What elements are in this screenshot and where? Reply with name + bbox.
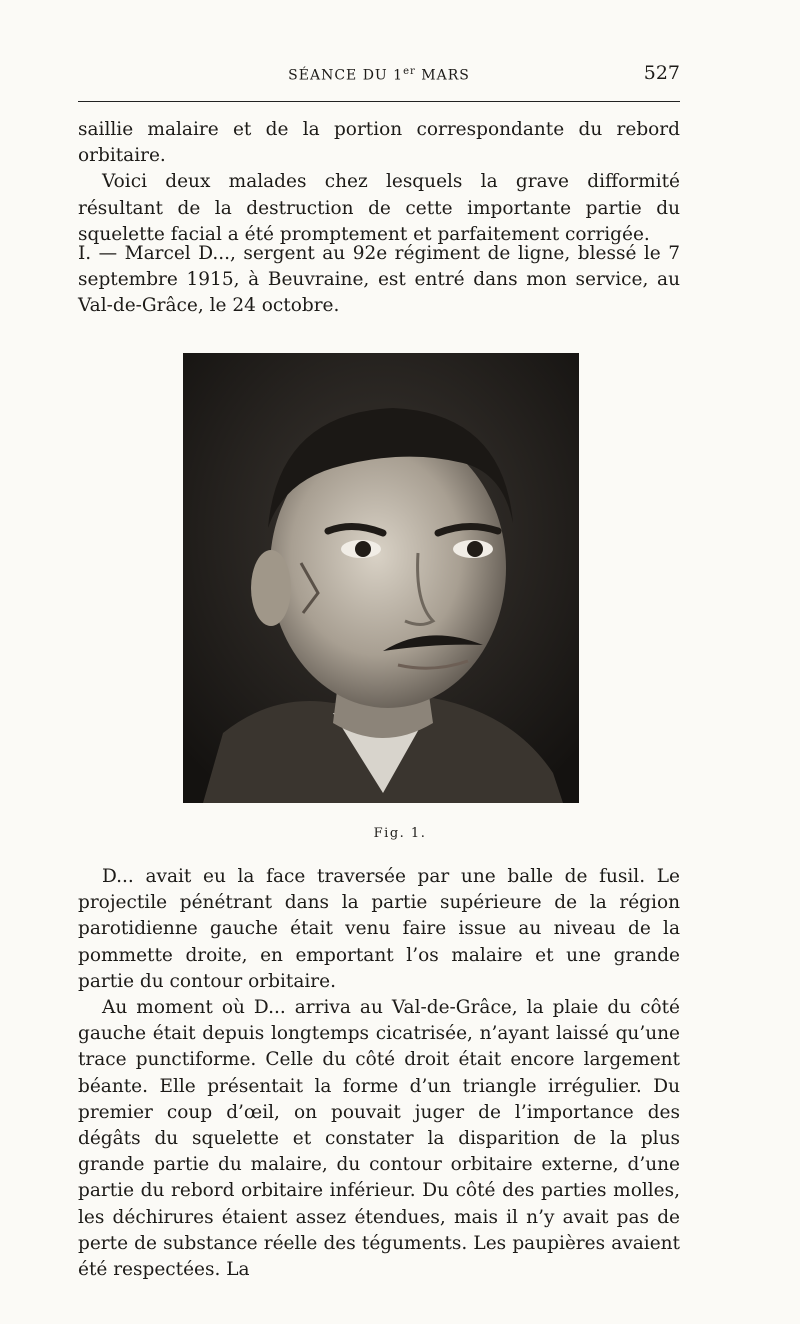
patient-portrait-photo	[183, 353, 579, 803]
case-text	[78, 241, 680, 320]
running-head	[78, 62, 680, 88]
paragraph: saillie malaire et de la portion correspondante du rebord orbitaire.	[78, 119, 680, 167]
figure-caption: Fig. 1.	[373, 826, 427, 841]
header-rule	[78, 101, 680, 102]
running-title: SÉANCE DU 1er MARS	[288, 66, 470, 84]
paragraph: D... avait eu la face traversée par une balle de fusil. Le projectile pénétrant dans la partie supérieure de la région parotidienne gauche était venu faire issue au niveau de la pommette droite, en emportant l’os malaire et une grande partie du contour orbitaire.	[78, 866, 680, 992]
body-text	[78, 864, 680, 1283]
intro-text	[78, 117, 680, 248]
paragraph: Voici deux malades chez lesquels la grave difformité résultant de la destruction de cette importante partie du squelette facial a été promptement et parfaitement corrigée.	[78, 171, 680, 245]
paragraph: Au moment où D... arriva au Val-de-Grâce, la plaie du côté gauche était depuis longtemps cicatrisée, n’ayant laissé qu’une trace punctiforme. Celle du côté droit était encore largement béante. Elle présentait la forme d’un triangle irrégulier. Du premier coup d’œil, on pouvait juger de l’importance des dégâts du squelette et constater la disparition de la plus grande partie du malaire, du contour orbitaire externe, d’une partie du rebord orbitaire inférieur. Du côté des parties molles, les déchirures étaient assez étendues, mais il n’y avait pas de perte de substance réelle des téguments. Les paupières avaient été respectées. La	[78, 997, 680, 1281]
case-paragraph: I. — Marcel D..., sergent au 92e régiment de ligne, blessé le 7 septembre 1915, à Beuvraine, est entré dans mon service, au Val-de-Grâce, le 24 octobre.	[78, 243, 680, 317]
page-number: 527	[643, 62, 680, 84]
